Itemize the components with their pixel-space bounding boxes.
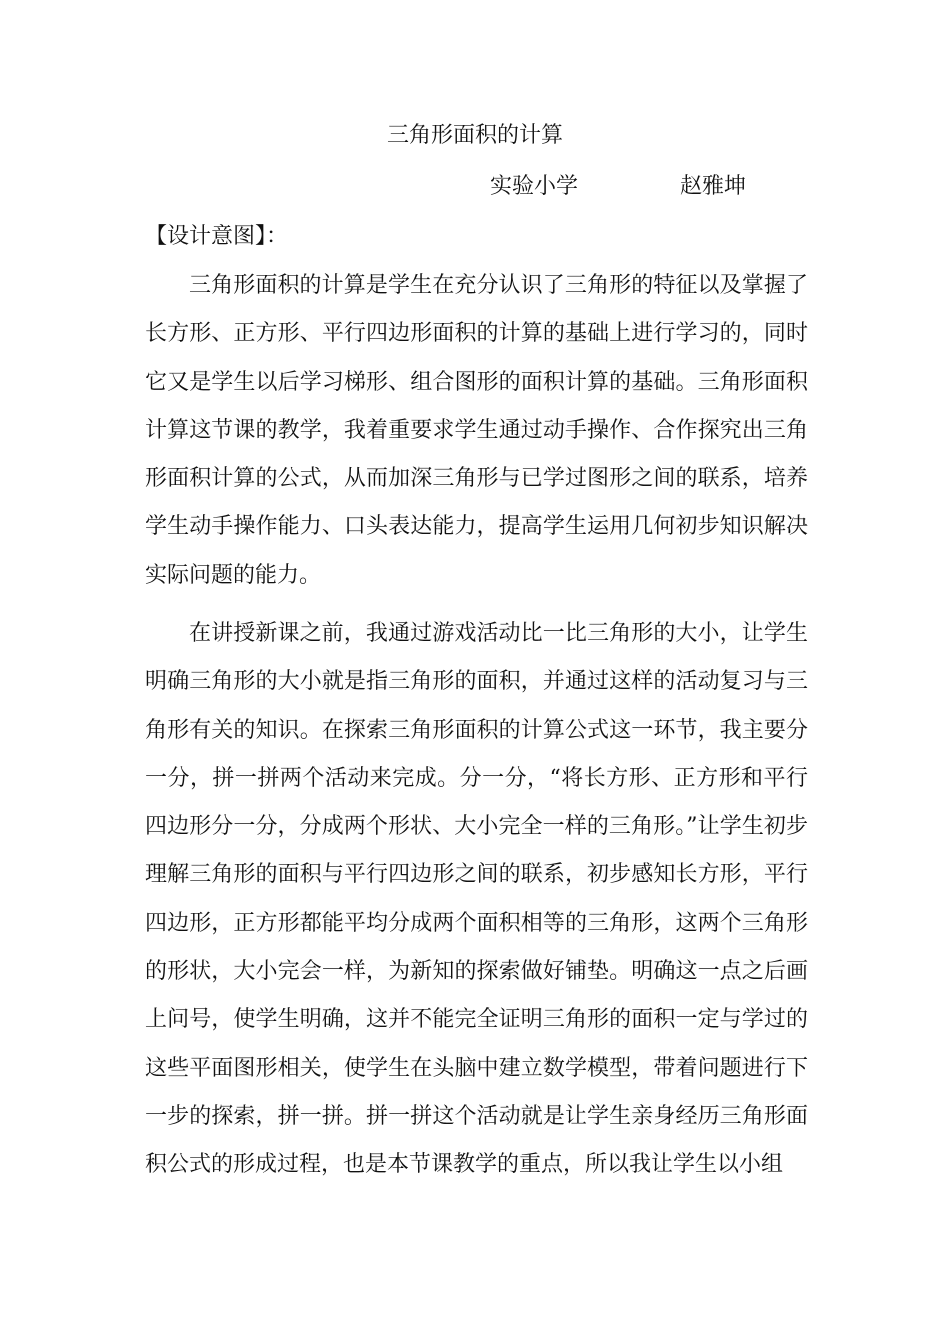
school-name: 实验小学 (490, 174, 579, 199)
author-name: 赵雅坤 (680, 174, 747, 199)
section-heading: 【设计意图】： (145, 224, 289, 249)
document-title: 三角形面积的计算 (386, 123, 563, 148)
body-paragraph: 在讲授新课之前，我通过游戏活动比一比三角形的大小，让学生明确三角形的大小就是指三角形的面积，并通过这样的活动复习与三角形有关的知识。在探索三角形面积的计算公式这一环节，我主要分一分，拼一拼两个活动来完成。分一分，“将长方形、正方形和平行四边形分一分，分成两个形状、大小完全一样的三角形。”让学生初步理解三角形的面积与平行四边形之间的联系，初步感知长方形，平行四边形，正方形都能平均分成两个面积相等的三角形，这两个三角形的形状，大小完会一样，为新知的探索做好铺垫。明确这一点之后画上问号，使学生明确，这并不能完全证明三角形的面积一定与学过的这些平面图形相关，使学生在头脑中建立数学模型，带着问题进行下一步的探索，拼一拼。拼一拼这个活动就是让学生亲身经历三角形面积公式的形成过程，也是本节课教学的重点，所以我让学生以小组 (145, 621, 808, 1178)
body-paragraph: 三角形面积的计算是学生在充分认识了三角形的特征以及掌握了长方形、正方形、平行四边形面积的计算的基础上进行学习的，同时它又是学生以后学习梯形、组合图形的面积计算的基础。三角形面积计算这节课的教学，我着重要求学生通过动手操作、合作探究出三角形面积计算的公式，从而加深三角形与已学过图形之间的联系，培养学生动手操作能力、口头表达能力，提高学生运用几何初步知识解决实际问题的能力。 (145, 273, 808, 588)
byline (0, 171, 950, 203)
